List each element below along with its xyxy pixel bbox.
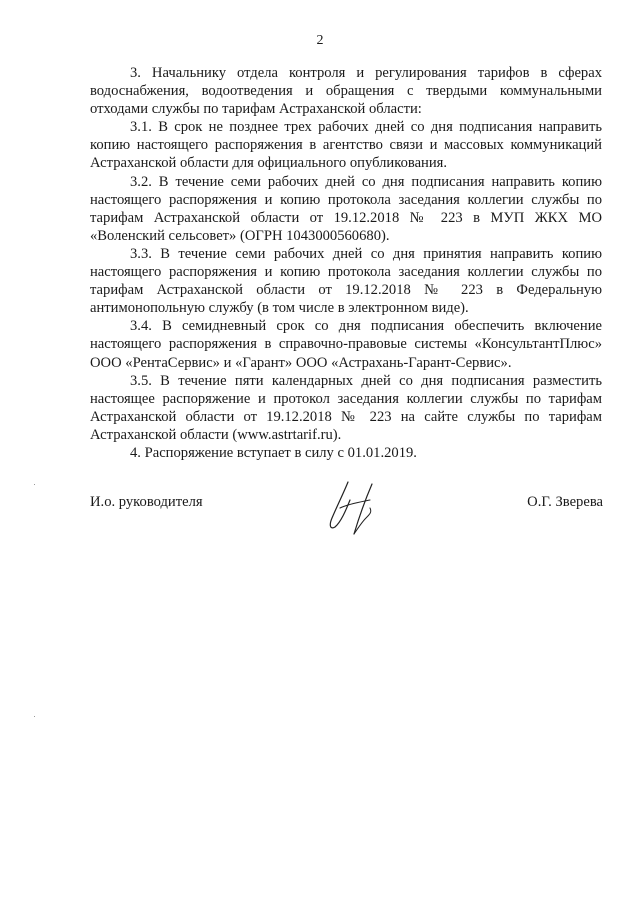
scan-mark [34,484,35,485]
page-number: 2 [316,33,324,48]
handwritten-signature-icon [326,478,382,538]
document-body [90,64,602,462]
signatory-name: О.Г. Зверева [527,494,603,510]
paragraph-3-5: 3.5. В течение пяти календарных дней со дня подписания разместить настоящее распоряжение и протокол заседания коллегии службы по тарифам Астраханской области от 19.12.2018 № 223 на сайте службы по тарифам Астраханской области (www.astrtarif.ru). [90,372,602,443]
scan-mark [34,716,35,717]
paragraph-3-3: 3.3. В течение семи рабочих дней со дня принятия направить копию настоящего распоряжения и копию протокола заседания коллегии службы по тарифам Астраханской области от 19.12.2018 № 223 в Федеральную антимонопольную службу (в том числе в электронном виде). [90,245,602,317]
paragraph-3-1: 3.1. В срок не позднее трех рабочих дней со дня подписания направить копию настоящего распоряжения в агентство связи и массовых коммуникаций Астраханской области для официального опубликования. [90,119,602,172]
signatory-position: И.о. руководителя [90,494,203,510]
paragraph-3: 3. Начальнику отдела контроля и регулирования тарифов в сферах водоснабжения, водоотведения и обращения с твердыми коммунальными отходами службы по тарифам Астраханской области: [90,65,602,118]
paragraph-3-4: 3.4. В семидневный срок со дня подписания обеспечить включение настоящего распоряжения в справочно-правовые системы «КонсультантПлюс» ООО «РентаСервис» и «Гарант» ООО «Астрахань-Гарант-Сервис». [90,318,602,371]
paragraph-4: 4. Распоряжение вступает в силу с 01.01.2019. [130,444,417,461]
paragraph-3-2: 3.2. В течение семи рабочих дней со дня подписания направить копию настоящего распоряжения и копию протокола заседания коллегии службы по тарифам Астраханской области от 19.12.2018 № 223 в МУП ЖКХ МО «Воленский сельсовет» (ОГРН 1043000560680). [90,173,602,244]
